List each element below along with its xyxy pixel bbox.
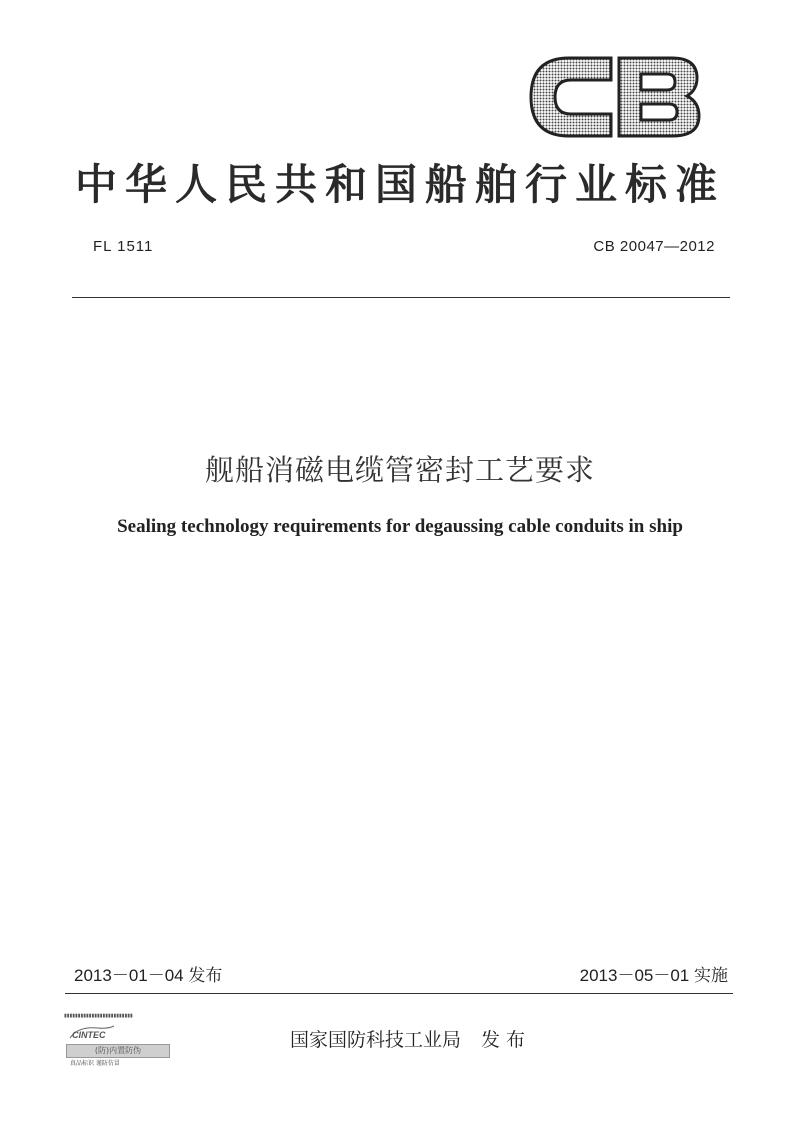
classification-code: FL 1511 bbox=[93, 238, 154, 255]
cintec-logo-text: CINTEC bbox=[72, 1030, 106, 1040]
title-english: Sealing technology requirements for degaussing cable conduits in ship bbox=[117, 516, 683, 537]
cintec-logo bbox=[68, 1024, 116, 1042]
publisher-name: 国家国防科技工业局 bbox=[290, 1029, 462, 1051]
title-chinese: 舰船消磁电缆管密封工艺要求 bbox=[204, 453, 595, 487]
standard-number: CB 20047—2012 bbox=[593, 238, 715, 255]
issue-date: 2013－01－04 发布 bbox=[74, 966, 223, 985]
header-divider bbox=[72, 297, 730, 298]
org-title: 中华人民共和国船舶行业标准 bbox=[74, 160, 725, 209]
anti-counterfeit-band: (防)内置防伪 bbox=[66, 1044, 170, 1058]
publisher-suffix: 发 布 bbox=[481, 1029, 526, 1051]
cb-logo bbox=[527, 52, 702, 142]
anti-counterfeit-label bbox=[64, 1013, 174, 1069]
implementation-date: 2013－05－01 实施 bbox=[579, 966, 728, 985]
anti-counterfeit-footer: 真品标识 谨防仿冒 bbox=[70, 1060, 120, 1067]
serial-number: ▮▮▮▮▮▮▮▮▮▮▮▮▮▮▮▮▮▮▮▮▮▮▮▮▮ bbox=[64, 1013, 133, 1019]
footer-divider bbox=[65, 993, 733, 994]
publisher bbox=[290, 1025, 525, 1052]
